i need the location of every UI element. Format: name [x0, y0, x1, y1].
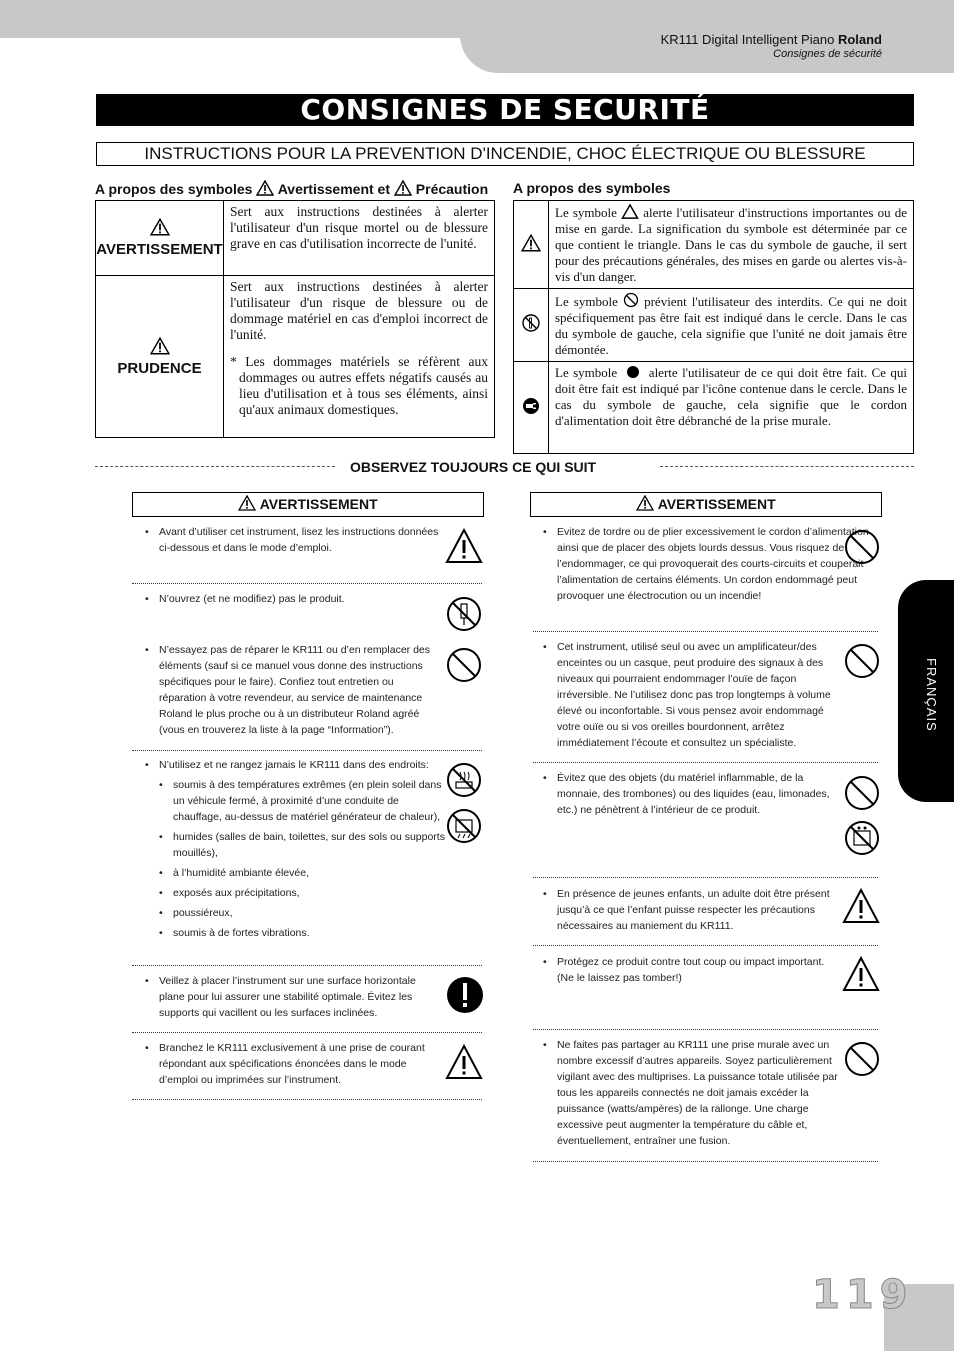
- avertissement-label: AVERTISSEMENT: [96, 241, 223, 258]
- no-heat-icon: [446, 762, 482, 798]
- divider: [132, 1032, 482, 1033]
- warning-levels-table: [95, 200, 495, 438]
- warning-triangle-icon: [521, 234, 541, 252]
- warning-triangle-icon: [842, 888, 880, 924]
- divider: [533, 945, 878, 946]
- divider: [533, 877, 878, 878]
- header-subtitle: Consignes de sécurité: [773, 48, 882, 60]
- list-item: • Evitez de tordre ou de plier excessivement le cordon d’alimentation ainsi que de placer des objets lourds dessus. Vous risquez de l’endommager, ce qui provoquerait des courts-circuits et couperait l’alimentation de certains éléments. Un cordon endommagé peut provoquer une électrocution ou un incendie!: [543, 524, 878, 604]
- list-item: • N’ouvrez (et ne modifiez) pas le produit.: [145, 591, 440, 607]
- avertissement-description: Sert aux instructions destinées à alerter l'utilisateur d'un risque mortel ou de blessure grave en cas d'utilisation incorrecte de l'unité.: [224, 201, 495, 276]
- divider: [533, 1029, 878, 1030]
- prohibition-icon: [446, 647, 482, 683]
- divider: [132, 750, 482, 751]
- brand-logo: Roland: [837, 32, 882, 47]
- table-row: [514, 362, 914, 454]
- prudence-label: PRUDENCE: [117, 359, 202, 377]
- warning-triangle-icon: [150, 218, 170, 236]
- right-warning-header: AVERTISSEMENT: [530, 492, 882, 517]
- damage-note: * Les dommages matériels se réfèrent aux dommages ou autres effets négatifs causés au lieu d'utilisation et à tous ses éléments, ainsi qu'aux animaux domestiques.: [230, 354, 488, 417]
- warning-triangle-icon: [445, 528, 483, 564]
- warning-triangle-icon: [636, 495, 654, 511]
- warning-triangle-icon: [445, 1044, 483, 1080]
- table-row: [96, 276, 495, 438]
- prohibition-icon: [844, 643, 880, 679]
- warning-triangle-icon: [150, 337, 170, 355]
- no-liquids-icon: [844, 820, 880, 856]
- mandatory-symbol-description: Le symbole alerte l'utilisateur de ce qui doit être fait. Ce qui doit être fait est indiqué par l'icône contenue dans le cercle. Dans le cas du symbole de gauche, cela signifie que le cordon d'alimentation doit être débranché de la prise murale.: [549, 362, 914, 454]
- avertissement-cell: [96, 201, 224, 276]
- list-item: • Veillez à placer l’instrument sur une surface horizontale plane pour lui assurer une stabilité optimale. Évitez les supports qui vacillent ou les surfaces inclinées.: [145, 973, 440, 1021]
- divider: [132, 1099, 482, 1100]
- language-label: FRANÇAIS: [924, 658, 939, 732]
- section-subtitle: INSTRUCTIONS POUR LA PREVENTION D'INCENDIE, CHOC ÉLECTRIQUE OU BLESSURE: [96, 142, 914, 166]
- divider: [132, 965, 482, 966]
- list-item: • Cet instrument, utilisé seul ou avec un amplificateur/des enceintes ou un casque, peut produire des signaux à des niveaux qui pourraient endommager l’ouïe de façon irréversible. Ne l’utilisez donc pas trop longtemps à volume élevé ou inconfortable. Si vous pensez avoir endommagé votre ouïe ou si vos oreilles bourdonnent, arrêtez immédiatement l’écoute et consultez un spécialiste.: [543, 639, 838, 751]
- mandatory-icon: [446, 976, 484, 1014]
- table-row: [514, 201, 914, 289]
- warning-triangle-icon: [394, 180, 412, 196]
- page-title: CONSIGNES DE SECURITÉ: [96, 94, 914, 126]
- prudence-description: Sert aux instructions destinées à alerter l'utilisateur d'un risque de blessure ou de dommage matériel en cas d'emploi incorrect de l'unité. * Les dommages matériels se réfèrent aux dommages ou autres effets négatifs causés au lieu d'utilisation et à tous ses éléments, ainsi qu'aux animaux domestiques.: [224, 276, 495, 438]
- mandatory-icon: [626, 365, 640, 379]
- warning-triangle-icon: [621, 204, 639, 219]
- left-warning-header: AVERTISSEMENT: [132, 492, 484, 517]
- page-number: 119: [812, 1272, 914, 1318]
- prohibition-icon: [623, 292, 639, 308]
- table-row: [514, 289, 914, 362]
- symbols-table: [513, 200, 914, 454]
- no-disassembly-icon: [446, 596, 482, 632]
- list-item: • Évitez que des objets (du matériel inflammable, de la monnaie, des trombones) ou des liquides (eau, limonades, etc.) ne pénètrent à l’intérieur de ce produit.: [543, 770, 838, 818]
- no-disassembly-icon: [521, 313, 541, 333]
- no-water-icon: [446, 808, 482, 844]
- divider: [533, 1161, 878, 1162]
- left-section-heading: A propos des symboles Avertissement et Précaution: [95, 181, 489, 197]
- warning-triangle-icon: [256, 180, 274, 196]
- right-section-heading: A propos des symboles: [513, 180, 671, 196]
- prohibition-icon: [844, 1041, 880, 1077]
- divider: [533, 762, 878, 763]
- unplug-icon: [521, 396, 541, 416]
- prohibition-icon: [844, 529, 880, 565]
- list-item: • Protégez ce produit contre tout coup ou impact important. (Ne le laissez pas tomber!): [543, 954, 838, 986]
- divider: [533, 631, 878, 632]
- prudence-cell: [96, 276, 224, 438]
- warning-triangle-icon: [238, 495, 256, 511]
- list-item: • Ne faites pas partager au KR111 une prise murale avec un nombre excessif d’autres appareils. Soyez particulièrement vigilant avec des multiprises. La puissance totale utilisée par tous les appareils connectés ne doit jamais excéder la puissance (watts/ampères) de la rallonge. Une charge excessive peut augmenter la température du câble et, éventuellement, entraîner une fusion.: [543, 1037, 838, 1149]
- list-item: • Branchez le KR111 exclusivement à une prise de courant répondant aux spécifications énoncées dans le mode d’emploi ou imprimées sur l’instrument.: [145, 1040, 440, 1088]
- divider: [95, 466, 335, 467]
- observe-heading: OBSERVEZ TOUJOURS CE QUI SUIT: [350, 459, 597, 475]
- divider: [132, 583, 482, 584]
- list-item: • N’essayez pas de réparer le KR111 ou d’en remplacer des éléments (sauf si ce manuel vous donne des instructions spécifiques pour le faire). Confiez tout entretien ou réparation à votre revendeur, au service de maintenance Roland le plus proche ou à un distributeur Roland agréé (vous en trouverez la liste à la page “Information”).: [145, 642, 440, 738]
- list-item: • N’utilisez et ne rangez jamais le KR111 dans des endroits: • soumis à des températures extrêmes (en plein soleil dans un véhicule fermé, à proximité d’une conduite de chauffage, au-dessus de matériel générateur de chaleur), • humides (salles de bain, toilettes, sur des sols ou supports mouillés), • à l’humidité ambiante élevée, • exposés aux précipitations, • poussiéreux, • soumis à de fortes vibrations.: [145, 757, 445, 945]
- places-list: • soumis à des températures extrêmes (en plein soleil dans un véhicule fermé, à proximité d’une conduite de chauffage, au-dessus de matériel générateur de chaleur), • humides (salles de bain, toilettes, sur des sols ou supports mouillés), • à l’humidité ambiante élevée, • exposés aux précipitations, • poussiéreux, • soumis à de fortes vibrations.: [159, 777, 445, 941]
- warning-symbol-description: Le symbole alerte l'utilisateur d'instructions importantes ou de mise en garde. La signification du symbole est déterminée par ce que contient le triangle. Dans le cas du symbole de gauche, il sert pour des précautions générales, des mises en garde ou alertes vis-à-vis d'un danger.: [549, 201, 914, 289]
- table-row: [96, 201, 495, 276]
- list-item: • En présence de jeunes enfants, un adulte doit être présent jusqu’à ce que l’enfant puisse respecter les précautions nécessaires au maniement du KR111.: [543, 886, 838, 934]
- header-product: KR111 Digital Intelligent Piano Roland: [660, 32, 882, 47]
- list-item: • Avant d’utiliser cet instrument, lisez les instructions données ci-dessous et dans le mode d’emploi.: [145, 524, 440, 556]
- prohibition-icon: [844, 775, 880, 811]
- divider: [660, 466, 914, 467]
- prohibition-symbol-description: Le symbole prévient l'utilisateur des interdits. Ce qui ne doit spécifiquement pas être fait est indiqué dans le cercle. Dans le cas du symbole de gauche, cela signifie que l'unité ne doit jamais être démontée.: [549, 289, 914, 362]
- warning-triangle-icon: [842, 956, 880, 992]
